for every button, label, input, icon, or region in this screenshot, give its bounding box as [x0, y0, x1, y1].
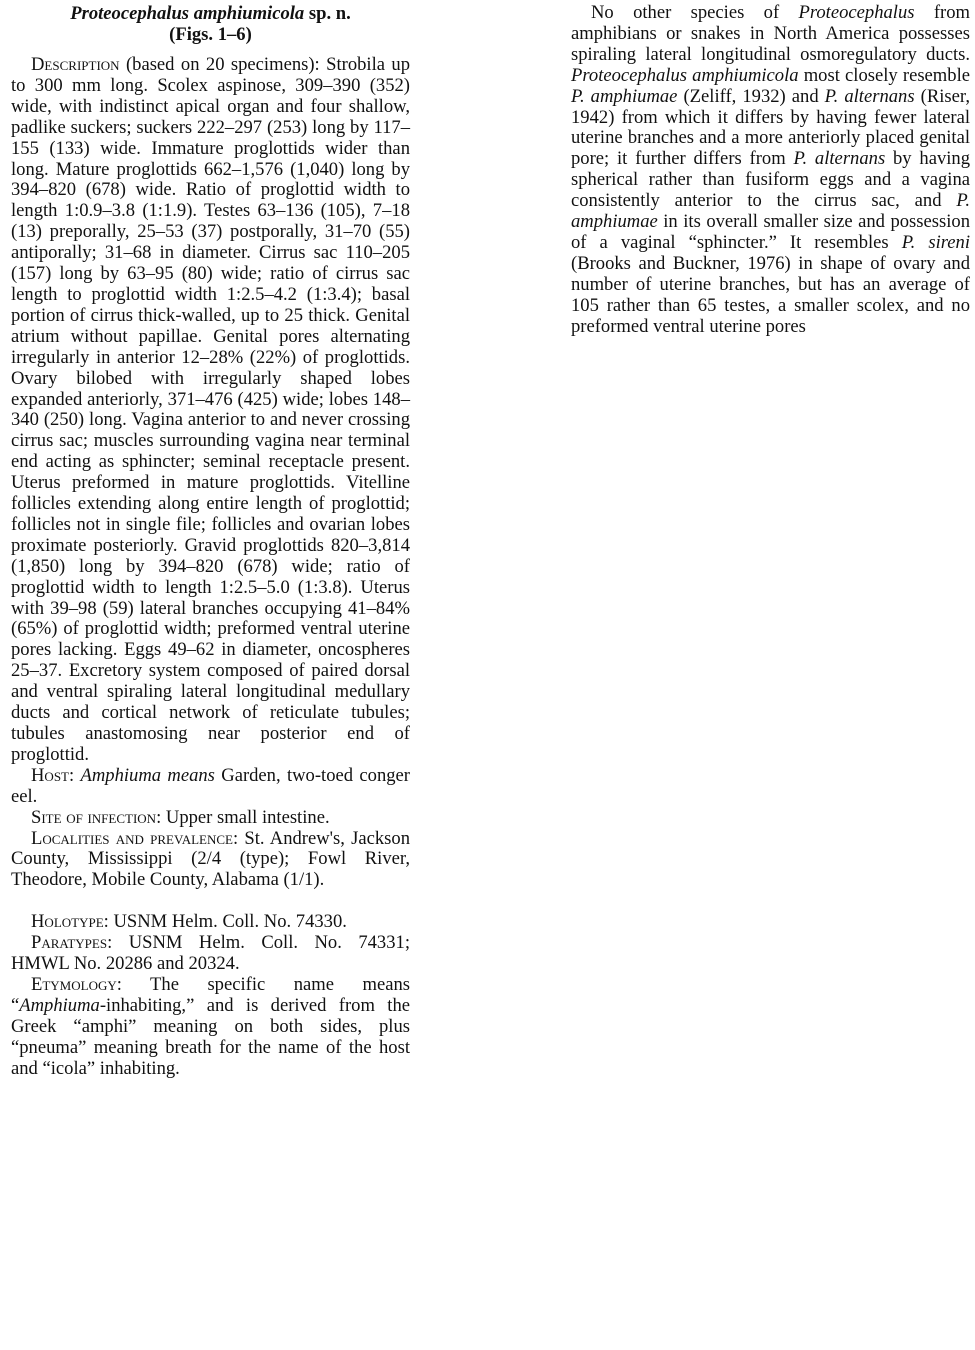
text-segment: Proteocephalus	[798, 2, 915, 23]
paragraph	[11, 808, 410, 829]
text-segment: Amphiuma	[19, 994, 100, 1016]
text-segment: by having spherical rather than fusiform eggs and a vagina consistently anterior to the cirrus sac, and	[571, 148, 971, 212]
text-segment: (Riser, 1942) from which it differs by having fewer lateral uterine branches and a more anteriorly placed genital pore; it further differs from	[571, 85, 970, 170]
text-segment: USNM Helm. Coll. No. 74330.	[108, 911, 347, 933]
section-label: Etymology:	[31, 973, 122, 995]
paragraph	[11, 912, 410, 933]
left-column	[11, 0, 410, 1080]
text-segment: St. Andrew's, Jackson County, Mississippi (2/4 (type); Fowl River, Theodore, Mobile County, Alabama (1/1).	[11, 827, 410, 891]
text-segment: (Brooks and Buckner, 1976) in shape of ovary and number of uterine branches, but has an average of 105 rather than 65 testes, a smaller scolex, and no preformed ventral uterine pores	[571, 252, 970, 337]
figure-reference: (Figs. 1–6)	[169, 24, 252, 45]
text-segment: Proteocephalus amphiumicola	[571, 64, 799, 86]
text-segment: from amphibians or snakes in North America possesses spiraling lateral longitudinal osmoregulatory ducts.	[571, 2, 970, 65]
text-segment: most closely resemble	[798, 64, 970, 86]
paragraph	[11, 829, 410, 892]
right-body	[571, 3, 970, 338]
section-label: Paratypes:	[31, 932, 113, 954]
paragraph	[11, 55, 410, 766]
text-segment: -inhabiting,” and is derived from the Greek “amphi” meaning on both sides, plus “pneuma” meaning breath for the name of the host and “icola” inhabiting.	[11, 994, 410, 1079]
text-segment: P. alternans	[793, 148, 886, 170]
section-label: Description	[31, 54, 120, 75]
species-heading	[11, 3, 410, 45]
text-segment: No other species of	[591, 2, 799, 23]
text-segment: Amphiuma means	[80, 764, 215, 786]
text-segment: P. alternans	[824, 85, 915, 107]
text-segment: USNM Helm. Coll. No. 74331; HMWL No. 20286 and 20324.	[11, 932, 410, 975]
text-segment: P. amphiumae	[571, 85, 678, 107]
text-segment: P. sireni	[901, 231, 970, 253]
species-suffix: sp. n.	[304, 3, 351, 24]
text-segment: P. amphiumae	[571, 190, 970, 233]
left-body	[11, 55, 410, 1080]
text-segment: in its overall smaller size and possession of a vaginal “sphincter.” It resembles	[571, 211, 970, 253]
text-segment: (Zeliff, 1932) and	[677, 85, 825, 107]
section-label: Site of infection:	[31, 806, 162, 828]
paragraph	[11, 933, 410, 975]
text-segment: Garden, two-toed conger eel.	[11, 764, 410, 807]
text-segment: (based on 20 specimens): Strobila up to 300 mm long. Scolex aspinose, 309–390 (352) wide, with indistinct apical organ and four shallow, padlike suckers; suckers 222–297 (253) long by 117–155 (133) wide. Immature proglottids wider than long. Mature proglottids 662–1,576 (1,040) long by 394–820 (678) wide. Ratio of proglottid width to length 1:0.9–3.8 (1:1.9). Testes 63–136 (105), 7–18 (13) preporally, 25–53 (37) postporally, 31–70 (55) antiporally; 31–68 in diameter. Cirrus sac 110–205 (157) long by 63–95 (80) wide; ratio of cirrus sac length to proglottid width 1:2.5–4.2 (1:3.4); basal portion of cirrus thick-walled, up to 25 thick. Genital atrium without papillae. Genital pores alternating irregularly in anterior 12–28% (22%) of proglottids. Ovary bilobed with irregularly shaped lobes expanded anteriorly, 371–476 (425) wide; lobes 148–340 (250) long. Vagina anterior to and never crossing cirrus sac; muscles surrounding vagina near terminal end acting as sphincter; seminal receptacle present. Uterus preformed in mature proglottids. Vitelline follicles extending along entire length of proglottid; follicles not in single file; follicles and ovarian lobes proximate posteriorly. Gravid proglottids 820–3,814 (1,850) long by 394–820 (678) wide; ratio of proglottid width to length 1:2.5–5.0 (1:3.8). Uterus with 39–98 (59) lateral branches occupying 41–84% (65%) of proglottid width; preformed ventral uterine pores lacking. Eggs 49–62 in diameter, oncospheres 25–37. Excretory system composed of paired dorsal and ventral spiraling lateral longitudinal medullary ducts and cortical network of reticulate tubules; tubules anastomosing near posterior end of proglottid.	[11, 54, 410, 765]
section-label: Host:	[31, 764, 75, 786]
section-label: Localities and prevalence:	[31, 827, 239, 849]
paragraph	[11, 975, 410, 1080]
text-segment: The specific name means “	[11, 973, 410, 1016]
species-name: Proteocephalus amphiumicola	[70, 3, 305, 24]
paragraph	[11, 766, 410, 808]
text-segment: Upper small intestine.	[161, 806, 330, 828]
paragraph	[571, 3, 970, 338]
section-label: Holotype:	[31, 911, 109, 933]
right-column	[571, 0, 970, 338]
